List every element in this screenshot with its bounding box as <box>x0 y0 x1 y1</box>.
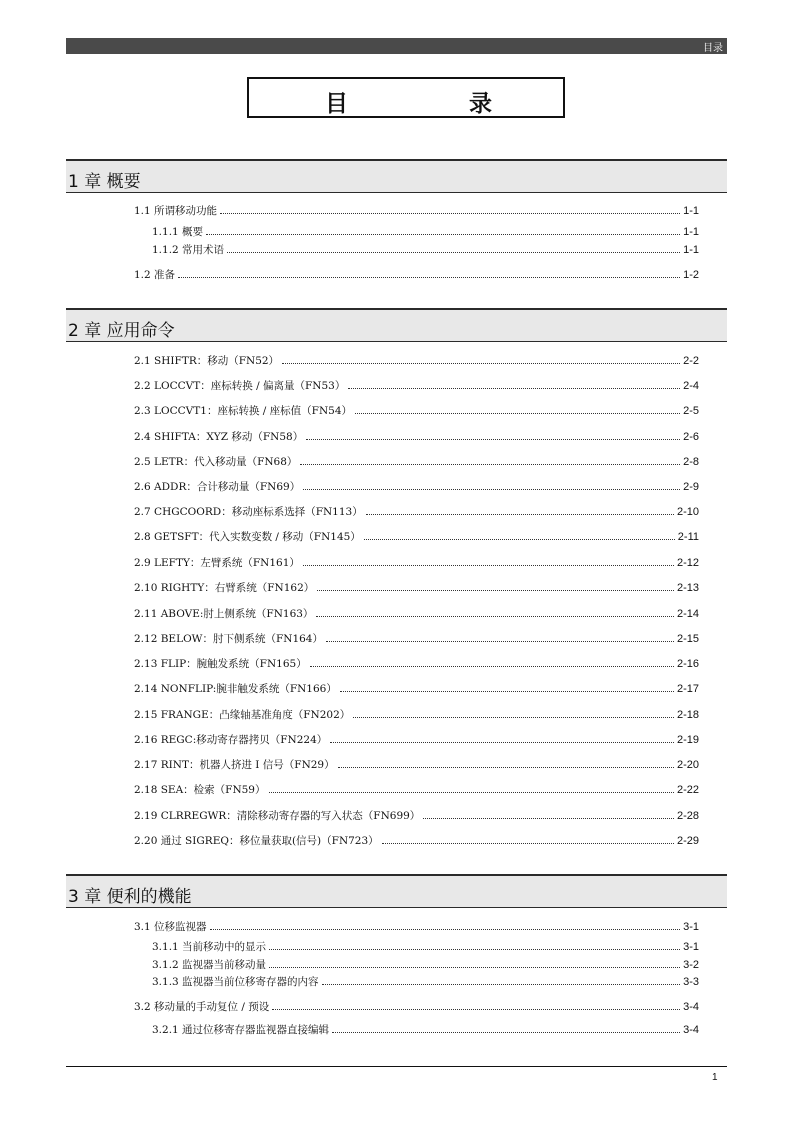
toc-leader-dots <box>269 958 680 968</box>
toc-leader-dots <box>310 657 674 667</box>
toc-leader-dots <box>353 708 674 718</box>
toc-entry-page: 2-12 <box>676 557 699 569</box>
toc-entry-page: 1-1 <box>683 226 699 238</box>
toc-leader-dots <box>210 920 681 930</box>
toc-entry-page: 2-17 <box>676 683 699 695</box>
toc-leader-dots <box>330 733 674 743</box>
toc-leader-dots <box>355 404 680 414</box>
toc-entry-2-12[interactable] <box>134 632 699 646</box>
toc-leader-dots <box>282 354 680 364</box>
toc-entry-2-2[interactable] <box>134 379 699 393</box>
toc-entry-2-4[interactable] <box>134 430 699 444</box>
toc-entry-page: 2-6 <box>683 431 699 443</box>
toc-entry-label: 2.18 SEA：检索（FN59） <box>134 784 266 796</box>
toc-leader-dots <box>326 632 674 642</box>
toc-leader-dots <box>206 225 680 235</box>
toc-entry-1-1[interactable] <box>134 204 699 218</box>
toc-leader-dots <box>322 975 681 985</box>
toc-entry-2-18[interactable] <box>134 783 699 797</box>
toc-entry-2-17[interactable] <box>134 758 699 772</box>
chapter-3-header <box>66 874 727 908</box>
toc-leader-dots <box>269 783 674 793</box>
toc-entry-page: 2-20 <box>676 759 699 771</box>
toc-leader-dots <box>303 556 674 566</box>
toc-leader-dots <box>340 682 674 692</box>
toc-entry-2-6[interactable] <box>134 480 699 494</box>
toc-entry-label: 2.10 RIGHTY：右臂系统（FN162） <box>134 582 315 594</box>
title-left-char: 目 <box>325 91 348 117</box>
toc-leader-dots <box>220 204 680 214</box>
toc-entry-label: 2.2 LOCCVT：座标转换 / 偏离量（FN53） <box>134 380 346 392</box>
toc-entry-3-1-2[interactable] <box>152 958 699 972</box>
toc-entry-1-1-2[interactable] <box>152 243 699 257</box>
toc-entry-2-20[interactable] <box>134 834 699 848</box>
toc-entry-label: 2.20 通过 SIGREQ：移位量获取(信号)（FN723） <box>134 835 379 847</box>
toc-entry-label: 3.2.1 通过位移寄存器监视器直接编辑 <box>152 1024 330 1036</box>
toc-entry-2-11[interactable] <box>134 607 699 621</box>
toc-entry-2-7[interactable] <box>134 505 699 519</box>
toc-entry-page: 2-2 <box>683 355 699 367</box>
toc-entry-2-13[interactable] <box>134 657 699 671</box>
toc-entry-label: 2.19 CLRREGWR：清除移动寄存器的写入状态（FN699） <box>134 810 421 822</box>
toc-entry-label: 1.2 准备 <box>134 269 176 281</box>
toc-entry-page: 3-3 <box>683 976 699 988</box>
toc-entry-label: 2.5 LETR：代入移动量（FN68） <box>134 456 298 468</box>
toc-leader-dots <box>332 1023 680 1033</box>
toc-entry-page: 2-9 <box>683 481 699 493</box>
toc-leader-dots <box>316 607 674 617</box>
toc-entry-label: 2.3 LOCCVT1：座标转换 / 座标值（FN54） <box>134 405 352 417</box>
toc-entry-label: 2.9 LEFTY：左臂系统（FN161） <box>134 557 300 569</box>
toc-entry-label: 1.1 所谓移动功能 <box>134 205 218 217</box>
toc-entry-label: 2.17 RINT：机器人挤进 I 信号（FN29） <box>134 759 335 771</box>
toc-entry-2-3[interactable] <box>134 404 699 418</box>
toc-entry-label: 3.2 移动量的手动复位 / 预设 <box>134 1001 270 1013</box>
toc-entry-label: 3.1.1 当前移动中的显示 <box>152 941 267 953</box>
toc-leader-dots <box>364 530 675 540</box>
toc-entry-page: 2-29 <box>676 835 699 847</box>
toc-entry-page: 1-1 <box>683 205 699 217</box>
toc-title-box <box>247 77 565 118</box>
toc-entry-page: 2-4 <box>683 380 699 392</box>
toc-entry-page: 2-11 <box>677 531 699 543</box>
toc-entry-2-16[interactable] <box>134 733 699 747</box>
footer-rule <box>66 1066 727 1067</box>
toc-leader-dots <box>382 834 674 844</box>
toc-leader-dots <box>269 940 680 950</box>
toc-entry-2-19[interactable] <box>134 809 699 823</box>
header-label: 目录 <box>703 43 723 54</box>
toc-entry-label: 2.8 GETSFT：代入实数变数 / 移动（FN145） <box>134 531 361 543</box>
chapter-1-header <box>66 159 727 193</box>
toc-entry-page: 3-1 <box>683 941 699 953</box>
toc-entry-2-15[interactable] <box>134 708 699 722</box>
toc-leader-dots <box>300 455 680 465</box>
toc-entry-page: 2-13 <box>676 582 699 594</box>
toc-leader-dots <box>348 379 680 389</box>
toc-entry-page: 2-16 <box>676 658 699 670</box>
toc-entry-label: 2.13 FLIP：腕触发系统（FN165） <box>134 658 307 670</box>
toc-entry-label: 2.1 SHIFTR：移动（FN52） <box>134 355 280 367</box>
toc-entry-page: 2-5 <box>683 405 699 417</box>
toc-entry-3-1[interactable] <box>134 920 699 934</box>
toc-entry-label: 2.16 REGC:移动寄存器拷贝（FN224） <box>134 734 328 746</box>
toc-entry-page: 2-8 <box>683 456 699 468</box>
chapter-2-header <box>66 308 727 342</box>
toc-entry-page: 2-22 <box>676 784 699 796</box>
toc-entry-label: 1.1.2 常用术语 <box>152 244 225 256</box>
toc-entry-page: 3-4 <box>683 1001 699 1013</box>
toc-entry-1-2[interactable] <box>134 268 699 282</box>
toc-entry-page: 3-1 <box>683 921 699 933</box>
toc-entry-page: 3-4 <box>683 1024 699 1036</box>
toc-entry-label: 3.1 位移监视器 <box>134 921 207 933</box>
toc-entry-3-1-3[interactable] <box>152 975 699 989</box>
toc-entry-2-8[interactable] <box>134 530 699 544</box>
toc-entry-2-10[interactable] <box>134 581 699 595</box>
toc-entry-1-1-1[interactable] <box>152 225 699 239</box>
toc-entry-page: 3-2 <box>683 959 699 971</box>
toc-entry-page: 2-19 <box>676 734 699 746</box>
toc-entry-page: 2-15 <box>676 633 699 645</box>
toc-entry-2-9[interactable] <box>134 556 699 570</box>
toc-entry-2-14[interactable] <box>134 682 699 696</box>
toc-entry-page: 2-14 <box>676 608 699 620</box>
toc-leader-dots <box>306 430 680 440</box>
toc-leader-dots <box>227 243 680 253</box>
toc-entry-3-1-1[interactable] <box>152 940 699 954</box>
toc-entry-2-5[interactable] <box>134 455 699 469</box>
toc-entry-3-2-1[interactable] <box>152 1023 699 1037</box>
toc-entry-label: 2.15 FRANGE：凸缘轴基准角度（FN202） <box>134 709 351 721</box>
toc-entry-3-2[interactable] <box>134 1000 699 1014</box>
toc-entry-page: 1-2 <box>683 269 699 281</box>
toc-entry-page: 2-28 <box>676 810 699 822</box>
toc-entry-2-1[interactable] <box>134 354 699 368</box>
toc-entry-label: 3.1.2 监视器当前移动量 <box>152 959 267 971</box>
toc-leader-dots <box>317 581 674 591</box>
toc-entry-page: 1-1 <box>683 244 699 256</box>
toc-leader-dots <box>303 480 680 490</box>
header-bar <box>66 38 727 54</box>
title-right-char: 录 <box>469 91 492 117</box>
toc-leader-dots <box>423 809 674 819</box>
toc-entry-label: 3.1.3 监视器当前位移寄存器的内容 <box>152 976 319 988</box>
toc-leader-dots <box>272 1000 680 1010</box>
toc-entry-page: 2-18 <box>676 709 699 721</box>
toc-entry-label: 2.6 ADDR：合计移动量（FN69） <box>134 481 301 493</box>
chapter-1-title: 1 章 概要 <box>68 172 141 192</box>
toc-entry-label: 1.1.1 概要 <box>152 226 204 238</box>
toc-entry-label: 2.12 BELOW：肘下侧系统（FN164） <box>134 633 323 645</box>
toc-entry-label: 2.11 ABOVE:肘上侧系统（FN163） <box>134 608 314 620</box>
toc-entry-page: 2-10 <box>676 506 699 518</box>
page-number: 1 <box>712 1072 718 1083</box>
toc-entry-label: 2.4 SHIFTA：XYZ 移动（FN58） <box>134 431 304 443</box>
chapter-2-title: 2 章 应用命令 <box>68 321 175 341</box>
toc-entry-label: 2.14 NONFLIP:腕非触发系统（FN166） <box>134 683 337 695</box>
chapter-3-title: 3 章 便利的機能 <box>68 887 192 907</box>
toc-leader-dots <box>178 268 680 278</box>
toc-leader-dots <box>338 758 674 768</box>
toc-leader-dots <box>366 505 674 515</box>
toc-entry-label: 2.7 CHGCOORD：移动座标系选择（FN113） <box>134 506 363 518</box>
